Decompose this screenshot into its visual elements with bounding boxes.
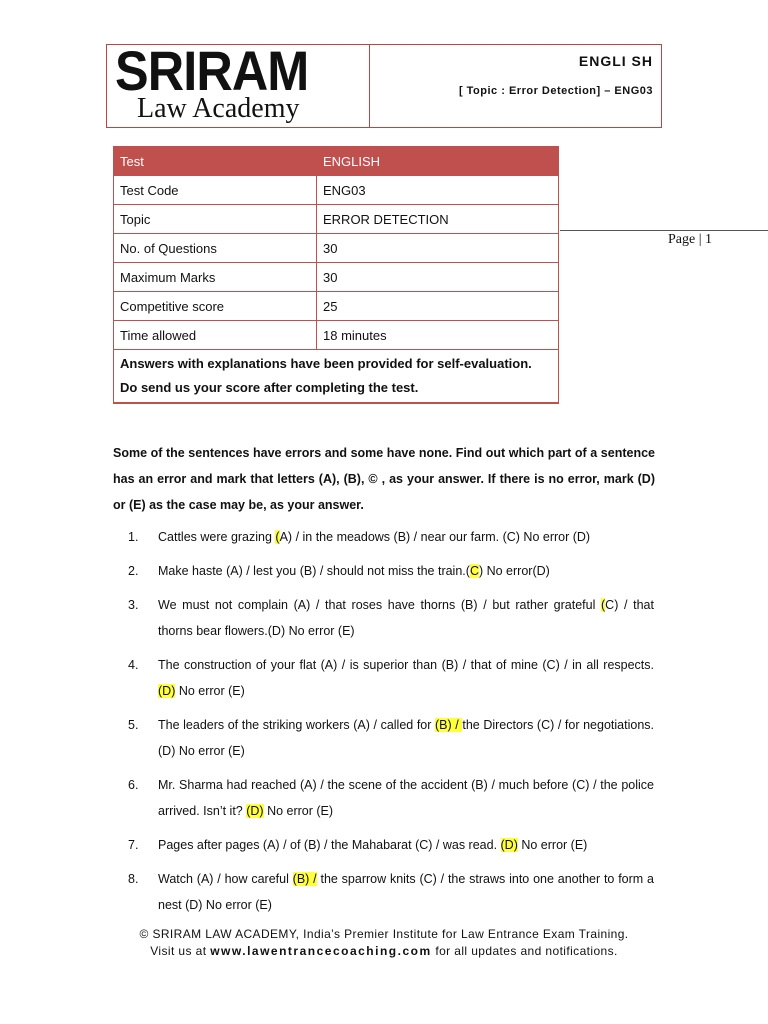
question-number: 3.	[128, 598, 139, 612]
question-number: 4.	[128, 658, 139, 672]
answer-highlight: (D)	[158, 684, 176, 698]
question-item	[128, 866, 654, 918]
question-number: 6.	[128, 778, 139, 792]
question-item	[128, 524, 654, 550]
logo-main-text: SRIRAM	[115, 39, 309, 102]
website-link[interactable]: www.lawentrancecoaching.com	[210, 944, 432, 958]
answer-highlight: C	[469, 564, 479, 578]
question-list	[128, 524, 654, 926]
test-info-table	[113, 146, 559, 404]
question-item	[128, 772, 654, 824]
question-text: Make haste (A) / lest you (B) / should not miss the train.(C) No error(D)	[158, 564, 550, 578]
info-row	[114, 263, 559, 292]
answer-highlight: (	[601, 598, 606, 612]
question-number: 2.	[128, 564, 139, 578]
info-row	[114, 234, 559, 263]
question-text: Watch (A) / how careful (B) / the sparrow knits (C) / the straws into one another to form a nest (D) No error (E)	[158, 872, 654, 912]
info-value: ERROR DETECTION	[317, 205, 559, 234]
info-row	[114, 205, 559, 234]
logo	[107, 39, 370, 127]
info-value: 18 minutes	[317, 321, 559, 350]
question-text: The leaders of the striking workers (A) / called for (B) / the Directors (C) / for negotiations. (D) No error (E)	[158, 718, 654, 758]
question-item	[128, 712, 654, 764]
question-item	[128, 558, 654, 584]
page-divider	[560, 230, 768, 231]
info-note	[114, 350, 559, 404]
info-row	[114, 292, 559, 321]
header-box	[106, 39, 662, 128]
answer-highlight: (D)	[500, 838, 518, 852]
answer-highlight: (B) /	[435, 718, 463, 732]
question-number: 5.	[128, 718, 139, 732]
info-row	[114, 147, 559, 176]
logo-sub-text: Law Academy	[137, 93, 300, 124]
info-label: Test Code	[114, 176, 317, 205]
footer-line-1: © SRIRAM LAW ACADEMY, India’s Premier Institute for Law Entrance Exam Training.	[139, 927, 629, 941]
footer	[0, 926, 768, 960]
info-row	[114, 176, 559, 205]
info-label: Maximum Marks	[114, 263, 317, 292]
instructions: Some of the sentences have errors and some have none. Find out which part of a sentence has an error and mark that letters (A), (B), © , as your answer. If there is no error, mark (D) or (E) as the case may be, as your answer.	[113, 446, 655, 512]
info-row	[114, 321, 559, 350]
info-value: 30	[317, 234, 559, 263]
note-line-2: Do send us your score after completing the test.	[120, 380, 419, 395]
info-value: ENGLISH	[317, 147, 559, 176]
info-label: Competitive score	[114, 292, 317, 321]
footer-line-2: Visit us at www.lawentrancecoaching.com for all updates and notifications.	[150, 944, 618, 958]
info-value: 25	[317, 292, 559, 321]
info-value: ENG03	[317, 176, 559, 205]
question-text: We must not complain (A) / that roses have thorns (B) / but rather grateful (C) / that thorns bear flowers.(D) No error (E)	[158, 598, 654, 638]
info-label: Test	[114, 147, 317, 176]
question-item	[128, 652, 654, 704]
subject-title: ENGLI SH	[578, 53, 653, 69]
question-item	[128, 832, 654, 858]
answer-highlight: (B) /	[292, 872, 317, 886]
question-text: Pages after pages (A) / of (B) / the Mahabarat (C) / was read. (D) No error (E)	[158, 838, 588, 852]
note-line-1: Answers with explanations have been provided for self-evaluation.	[120, 356, 532, 371]
question-number: 8.	[128, 872, 139, 886]
info-note-row	[114, 350, 559, 404]
answer-highlight: (	[275, 530, 280, 544]
info-label: No. of Questions	[114, 234, 317, 263]
info-label: Topic	[114, 205, 317, 234]
question-text: Cattles were grazing (A) / in the meadows (B) / near our farm. (C) No error (D)	[158, 530, 591, 544]
header-info	[370, 45, 661, 127]
topic-title: [ Topic : Error Detection] – ENG03	[458, 85, 653, 97]
info-value: 30	[317, 263, 559, 292]
question-text: Mr. Sharma had reached (A) / the scene of the accident (B) / much before (C) / the police arrived. Isn’t it? (D) No error (E)	[158, 778, 654, 818]
info-label: Time allowed	[114, 321, 317, 350]
question-number: 1.	[128, 530, 139, 544]
page-number: Page | 1	[668, 232, 713, 247]
question-text: The construction of your flat (A) / is superior than (B) / that of mine (C) / in all respects. (D) No error (E)	[158, 658, 654, 698]
question-item	[128, 592, 654, 644]
answer-highlight: (D)	[246, 804, 264, 818]
question-number: 7.	[128, 838, 139, 852]
